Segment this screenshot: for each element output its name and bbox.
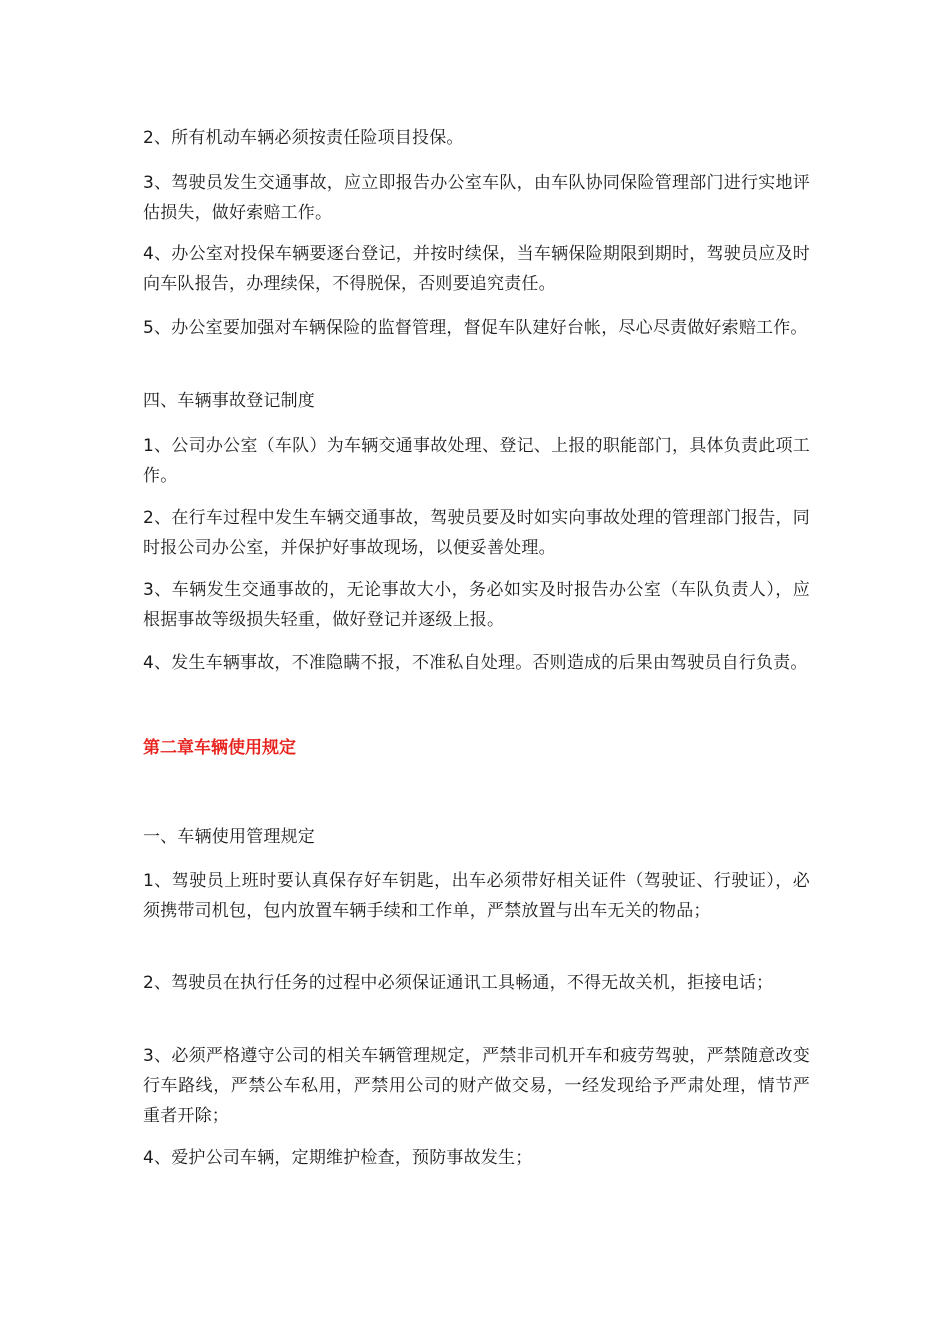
paragraph-report-procedure: 2、在行车过程中发生车辆交通事故，驾驶员要及时如实向事故处理的管理部门报告，同时报公司办公室，并保护好事故现场，以便妥善处理。: [143, 508, 810, 558]
paragraph-strict-rules: 3、必须严格遵守公司的相关车辆管理规定，严禁非司机开车和疲劳驾驶，严禁随意改变行车路线，严禁公车私用，严禁用公司的财产做交易，一经发现给予严肃处理，情节严重者开除；: [143, 1046, 810, 1126]
paragraph-insurance-supervision: 5、办公室要加强对车辆保险的监督管理，督促车队建好台帐，尽心尽责做好索赔工作。: [143, 318, 808, 338]
paragraph-no-concealment: 4、发生车辆事故，不准隐瞒不报，不准私自处理。否则造成的后果由驾驶员自行负责。: [143, 653, 808, 673]
paragraph-insurance-registration: 4、办公室对投保车辆要逐台登记，并按时续保，当车辆保险期限到期时，驾驶员应及时向车队报告，办理续保，不得脱保，否则要追究责任。: [143, 244, 810, 294]
paragraph-maintenance: 4、爱护公司车辆，定期维护检查，预防事故发生；: [143, 1148, 533, 1168]
paragraph-communication: 2、驾驶员在执行任务的过程中必须保证通讯工具畅通，不得无故关机，拒接电话；: [143, 973, 774, 993]
paragraph-report-timely: 3、车辆发生交通事故的，无论事故大小，务必如实及时报告办公室（车队负责人），应根据事故等级损失轻重，做好登记并逐级上报。: [143, 580, 810, 630]
section-title-vehicle-usage: 一、车辆使用管理规定: [143, 827, 315, 847]
paragraph-accident-report: 3、驾驶员发生交通事故，应立即报告办公室车队，由车队协同保险管理部门进行实地评估损失，做好索赔工作。: [143, 173, 810, 223]
paragraph-office-responsibility: 1、公司办公室（车队）为车辆交通事故处理、登记、上报的职能部门，具体负责此项工作。: [143, 436, 810, 486]
paragraph-key-and-documents: 1、驾驶员上班时要认真保存好车钥匙，出车必须带好相关证件（驾驶证、行驶证），必须携带司机包，包内放置车辆手续和工作单，严禁放置与出车无关的物品；: [143, 871, 810, 921]
section-title-accident-registration: 四、车辆事故登记制度: [143, 391, 315, 411]
paragraph-insurance-liability: 2、所有机动车辆必须按责任险项目投保。: [143, 128, 464, 148]
chapter-heading: 第二章车辆使用规定: [143, 738, 296, 758]
